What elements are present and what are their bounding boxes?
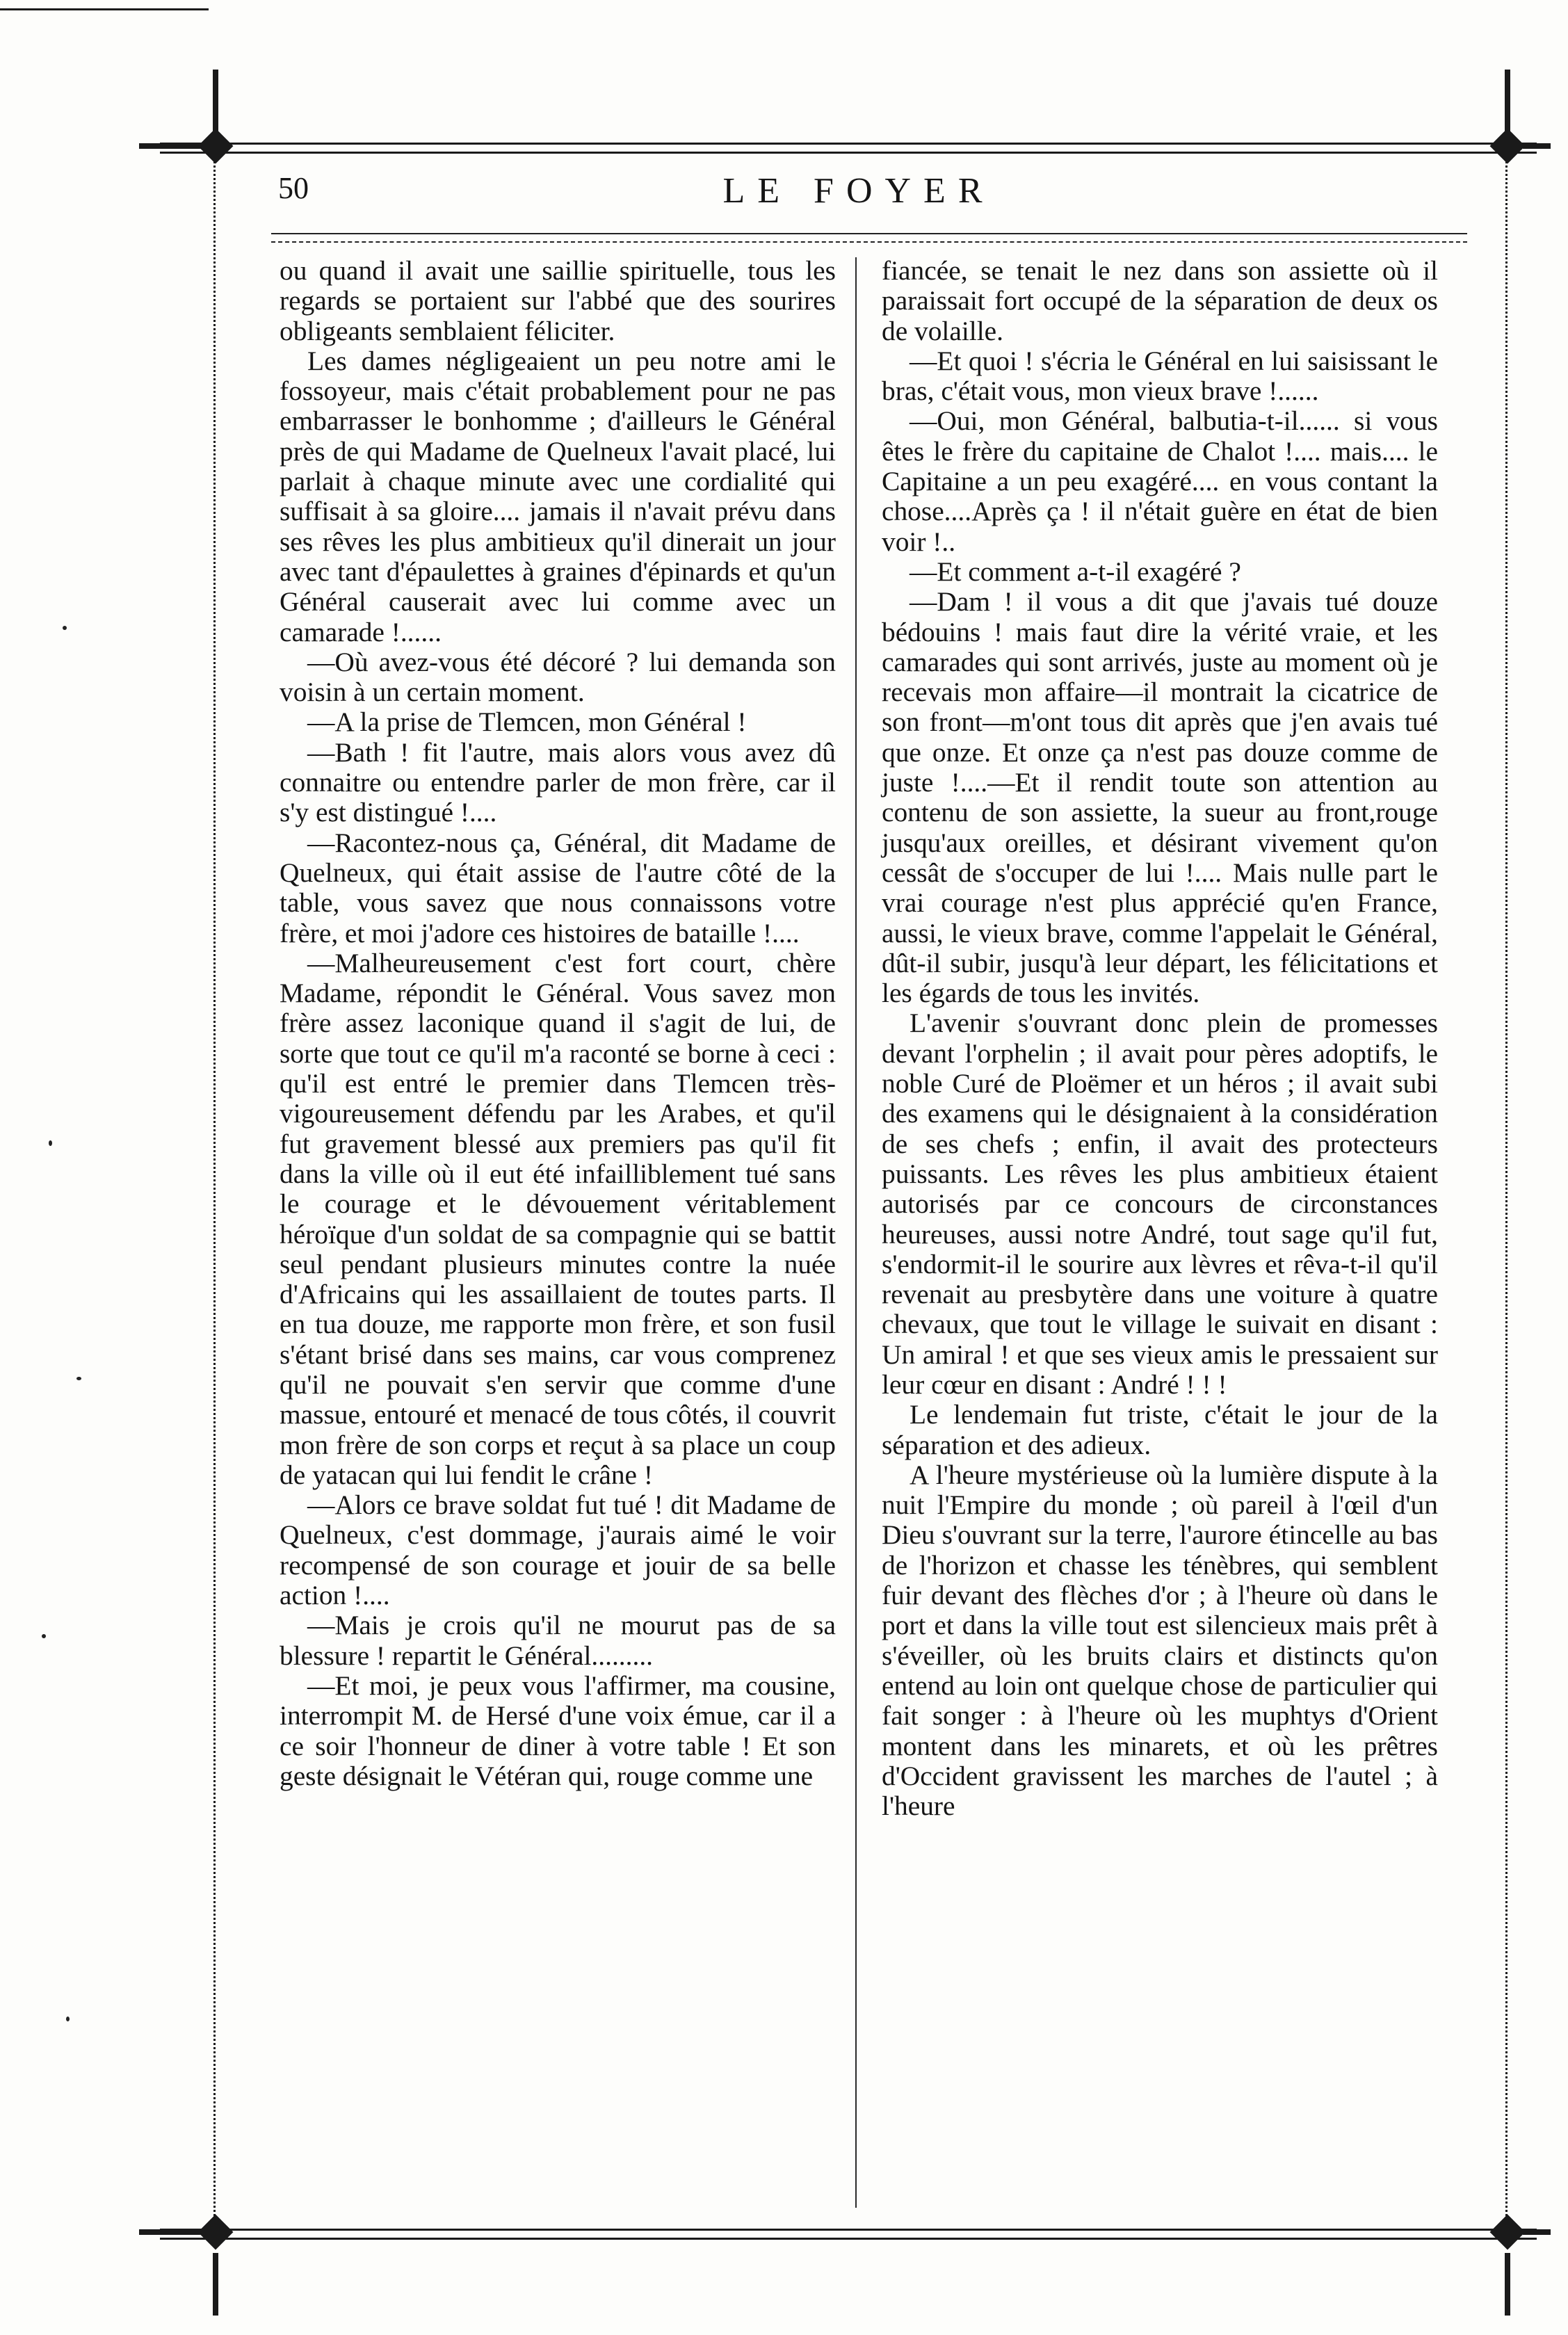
cross-arm-top-left bbox=[139, 143, 202, 149]
scan-speck bbox=[66, 2017, 70, 2021]
cross-arm-bottom-right bbox=[1523, 2229, 1551, 2235]
page-header bbox=[229, 170, 1488, 233]
header-rule bbox=[271, 233, 1467, 243]
paragraph: —Et comment a-t-il exagéré ? bbox=[910, 556, 1241, 587]
cross-ornament-bottom-left bbox=[213, 2253, 218, 2316]
paragraph: Les dames négligeaient un peu notre ami le fossoyeur, mais c'était probablement pour ne pas embarrasser le bonhomme ; d'ailleurs le Général près de qui Madame de Quelneux l'avait placé, lui parlait à chaque minute avec une cordialité qui suffisait à sa gloire.... jamais il n'avait prévu dans ses rêves les plus ambitieux qu'il dinerait un jour avec tant d'épaulettes à graines d'épinards et qu'un Général causerait avec lui comme avec un camarade !...... bbox=[280, 345, 836, 647]
corner-ornament-bottom-right bbox=[1490, 2215, 1526, 2250]
paragraph: —Dam ! il vous a dit que j'avais tué douze bédouins ! mais faut dire la vérité vraie, et les camarades qui sont arrivés, juste au moment où je recevais mon affaire—il montrait la cicatrice de son front—m'ont tous dit après que j'en avais tué que onze. Et onze ça n'est pas douze comme de juste !....—Et il rendit toute son attention au contenu de son assiette, la sueur au front,rouge jusqu'aux oreilles, et désirant vivement qu'on cessât de s'occuper de lui !.... Mais nulle part le vrai courage n'est plus apprécié qu'en France, aussi, le vieux brave, comme l'appelait le Général, dût-il subir, jusqu'à leur départ, les félicitations et les égards de tous les invités. bbox=[882, 586, 1438, 1009]
scan-speck bbox=[42, 1634, 46, 1638]
frame-right-border bbox=[1505, 150, 1512, 2232]
frame-bottom-border bbox=[160, 2229, 1537, 2240]
paragraph: fiancée, se tenait le nez dans son assiette où il paraissait fort occupé de la séparation de deux os de volaille. bbox=[882, 255, 1438, 346]
paragraph: —Malheureusement c'est fort court, chère Madame, répondit le Général. Vous savez mon frère assez laconique quand il s'agit de lui, de sorte que tout ce qu'il m'a raconté se borne à ceci : qu'il est entré le premier dans Tlemcen très-vigoureusement défendu par les Arabes, et qu'il fut gravement blessé aux premiers pas qu'il fit dans la ville où il eut été infailliblement tué sans le courage et le dévouement véritablement héroïque d'un soldat de sa compagnie qui se battit seul pendant plusieurs minutes contre la nuée d'Africains qui les assaillaient de toutes parts. Il en tua douze, me rapporte mon frère, et son fusil s'étant brisé dans ses mains, car vous comprenez qu'il ne pouvait s'en servir que comme d'une massue, entouré et menacé de tous côtés, il couvrit mon frère de son corps et reçut à sa place un coup de yatacan qui lui fendit le crâne ! bbox=[280, 947, 836, 1490]
scan-speck bbox=[76, 1377, 81, 1380]
paragraph: Le lendemain fut triste, c'était le jour de la séparation et des adieux. bbox=[882, 1399, 1438, 1460]
page-number: 50 bbox=[278, 171, 309, 205]
paragraph: —Bath ! fit l'autre, mais alors vous avez dû connaitre ou entendre parler de mon frère, car il s'y est distingué !.... bbox=[280, 736, 836, 828]
paragraph: —A la prise de Tlemcen, mon Général ! bbox=[307, 706, 747, 738]
paragraph: —Oui, mon Général, balbutia-t-il...... si vous êtes le frère du capitaine de Chalot !.... mais.... le Capitaine a un peu exagéré.... en vous contant la chose....Après ça ! il n'était guère en état de bien voir !.. bbox=[882, 405, 1438, 557]
top-edge-rule bbox=[0, 8, 209, 10]
paragraph: —Et moi, je peux vous l'affirmer, ma cousine, interrompit M. de Hersé d'une voix émue, car il a ce soir l'honneur de diner à votre table ! Et son geste désignait le Vétéran qui, rouge comme une bbox=[280, 1670, 836, 1791]
frame-left-border bbox=[213, 150, 220, 2232]
corner-ornament-bottom-left bbox=[198, 2215, 234, 2250]
page-title: LE FOYER bbox=[722, 171, 995, 211]
cross-ornament-top-right bbox=[1505, 70, 1510, 132]
paragraph: —Alors ce brave soldat fut tué ! dit Madame de Quelneux, c'est dommage, j'aurais aimé le voir recompensé de son courage et jouir de sa belle action !.... bbox=[280, 1489, 836, 1611]
right-text-column bbox=[882, 256, 1438, 1821]
paragraph: A l'heure mystérieuse où la lumière dispute à la nuit l'Empire du monde ; où pareil à l'œil d'un Dieu s'ouvrant sur la terre, l'aurore étincelle au bas de l'horizon et chasse les ténèbres, qui semblent fuir devant des flèches d'or ; à l'heure où dans le port et dans la ville tout est silencieux mais prêt à s'éveiller, où les bruits clairs et distincts qu'on entend au loin ont quelque chose de particulier qui fait songer : à l'heure où les muphtys d'Orient montent dans les minarets, et où les prêtres d'Occident gravissent les marches de l'autel ; à l'heure bbox=[882, 1459, 1438, 1822]
frame-top-border bbox=[160, 143, 1537, 154]
paragraph: —Et quoi ! s'écria le Général en lui saisissant le bras, c'était vous, mon vieux brave !...... bbox=[882, 345, 1438, 407]
corner-ornament-top-left bbox=[198, 129, 234, 164]
corner-ornament-top-right bbox=[1490, 129, 1526, 164]
paragraph: —Racontez-nous ça, Général, dit Madame de Quelneux, qui était assise de l'autre côté de la table, vous savez que nous connaissons votre frère, et moi j'adore ces histoires de bataille !.... bbox=[280, 827, 836, 948]
paragraph: ou quand il avait une saillie spirituelle, tous les regards se portaient sur l'abbé que des sourires obligeants semblaient féliciter. bbox=[280, 255, 836, 346]
paragraph: —Où avez-vous été décoré ? lui demanda son voisin à un certain moment. bbox=[280, 646, 836, 708]
paragraph: —Mais je crois qu'il ne mourut pas de sa blessure ! repartit le Général......... bbox=[280, 1610, 836, 1671]
cross-ornament-bottom-right bbox=[1505, 2253, 1510, 2316]
cross-ornament-top-left bbox=[213, 70, 218, 132]
column-divider bbox=[855, 257, 857, 2208]
scan-speck bbox=[49, 1140, 52, 1146]
paragraph: L'avenir s'ouvrant donc plein de promesses devant l'orphelin ; il avait pour pères adoptifs, le noble Curé de Ploëmer et un héros ; il avait subi des examens qui le désignaient à la considération de ses chefs ; enfin, il avait des protecteurs puissants. Les rêves les plus ambitieux étaient autorisés par ce concours de circonstances heureuses, aussi notre André, tout sage qu'il fut, s'endormit-il le sourire aux lèvres et rêva-t-il qu'il revenait au presbytère dans une voiture à quatre chevaux, que tout le village le suivait en disant : Un amiral ! et que ses vieux amis le pressaient sur leur cœur en disant : André ! ! ! bbox=[882, 1008, 1438, 1400]
cross-arm-bottom-left bbox=[139, 2229, 202, 2235]
scan-speck bbox=[63, 626, 67, 630]
cross-arm-top-right bbox=[1523, 143, 1551, 149]
left-text-column bbox=[280, 256, 836, 1791]
